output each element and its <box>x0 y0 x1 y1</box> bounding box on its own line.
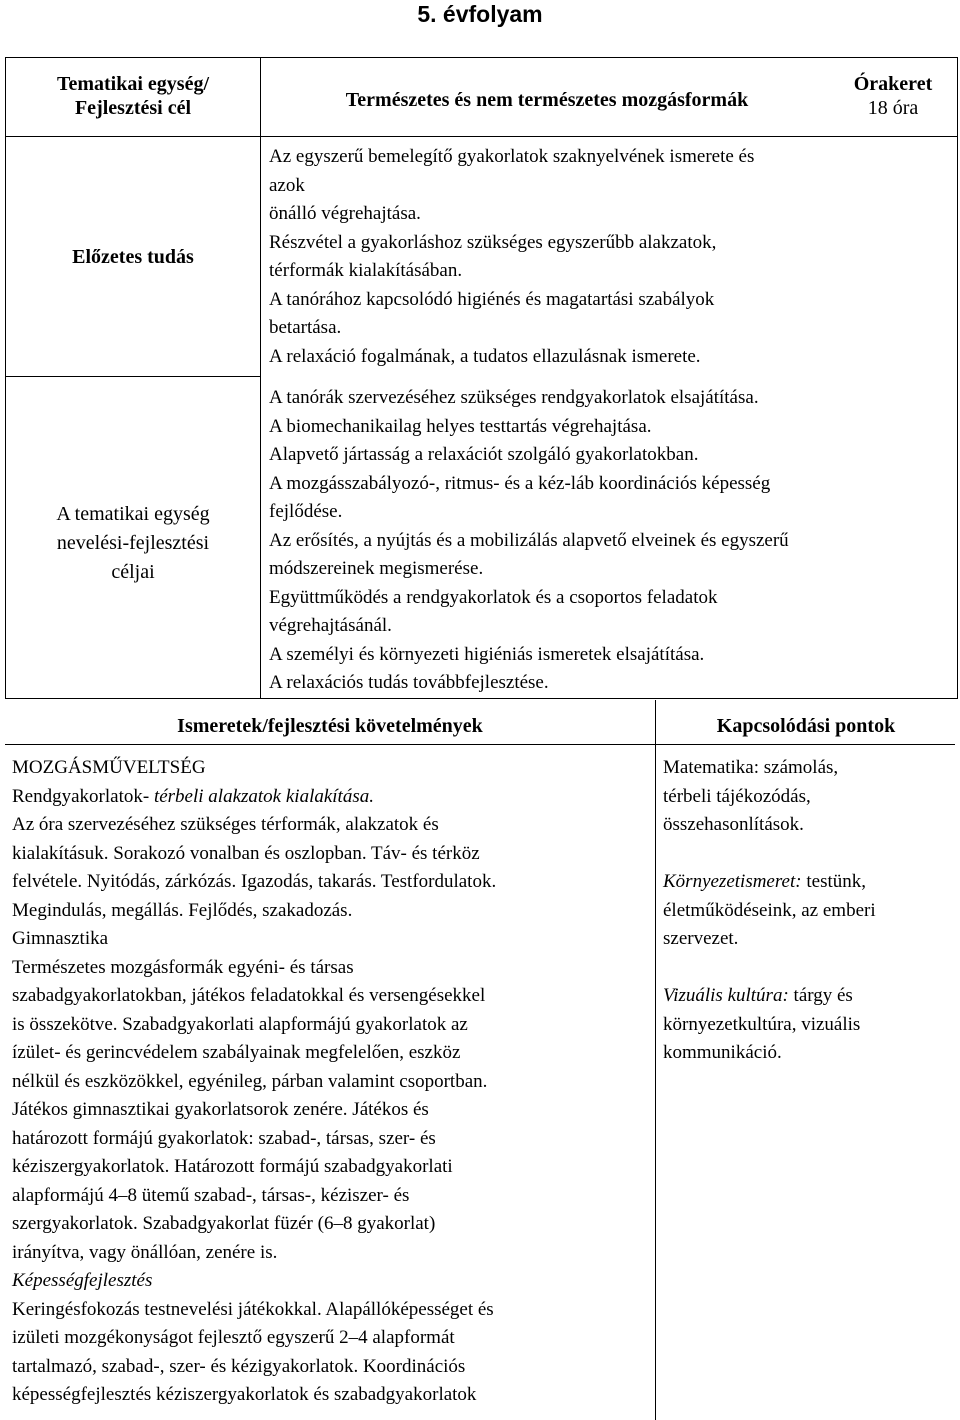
requirement-line-segment: Természetes mozgásformák egyéni- és társas <box>12 956 354 978</box>
connection-line-segment: környezetkultúra, vizuális <box>663 1013 861 1035</box>
requirement-line <box>12 925 496 954</box>
requirement-line <box>12 868 496 897</box>
goal-line: A tanórák szervezéséhez szükséges rendgyakorlatok elsajátítása. <box>269 387 759 408</box>
connection-line-segment: testünk, <box>801 871 866 892</box>
page-title: 5. évfolyam <box>417 1 543 27</box>
connection-line-segment: Környezetismeret: <box>663 871 802 892</box>
requirement-line <box>12 840 496 869</box>
requirement-line-segment: alapformájú 4‒8 ütemű szabad-, társas-, kéziszer- és <box>12 1184 410 1206</box>
requirement-line-segment: térbeli alakzatok kialakítása. <box>153 785 374 807</box>
requirement-line-segment: határozott formájú gyakorlatok: szabad-, társas, szer- és <box>12 1127 436 1149</box>
prior-knowledge-line: Részvétel a gyakorláshoz szükséges egyszerűbb alakzatok, <box>269 231 717 253</box>
requirement-line <box>12 1324 496 1353</box>
connections-header: Kapcsolódási pontok <box>716 715 896 737</box>
requirement-line <box>12 1210 496 1239</box>
goals-label: A tematikai egység nevelési-fejlesztési céljai <box>56 503 210 583</box>
requirement-line-segment: MOZGÁSMŰVELTSÉG <box>12 757 206 778</box>
requirement-line-segment: felvétele. Nyitódás, zárkózás. Igazodás, takarás. Testfordulatok. <box>12 871 497 892</box>
prior-knowledge-label: Előzetes tudás <box>72 246 194 268</box>
requirement-line-segment: Megindulás, megállás. Fejlődés, szakadozás. <box>12 899 353 921</box>
connection-line-segment: kommunikáció. <box>663 1042 782 1063</box>
goal-line: Alapvető jártasság a relaxációt szolgáló gyakorlatokban. <box>269 444 699 465</box>
requirement-line <box>12 1068 496 1097</box>
connection-line-segment: térbeli tájékozódás, <box>663 785 811 807</box>
requirement-line-segment: képességfejlesztés kéziszergyakorlatok és szabadgyakorlatok <box>12 1384 477 1405</box>
requirements-text <box>12 754 496 1410</box>
goal-line: Együttműködés a rendgyakorlatok és a csoportos feladatok <box>269 586 718 608</box>
goal-line: A biomechanikailag helyes testtartás végrehajtása. <box>269 415 652 437</box>
prior-knowledge-line: azok <box>269 174 305 196</box>
requirement-line <box>12 1011 496 1040</box>
prior-knowledge-line: Az egyszerű bemelegítő gyakorlatok szaknyelvének ismerete és <box>269 146 755 167</box>
prior-knowledge-line: betartása. <box>269 317 342 338</box>
goal-line: A személyi és környezeti higiéniás ismeretek elsajátítása. <box>269 643 705 665</box>
prior-knowledge-line: A tanórához kapcsolódó higiénés és magatartási szabályok <box>269 288 715 310</box>
connection-line <box>663 982 876 1011</box>
connection-line <box>663 840 876 869</box>
unit-header-label: Tematikai egység/ Fejlesztési cél <box>56 73 210 119</box>
connection-line-segment: életműködéseink, az emberi <box>663 899 876 921</box>
requirement-line-segment: irányítva, vagy önállóan, zenére is. <box>12 1241 278 1263</box>
requirement-line <box>12 1239 496 1268</box>
goal-line: végrehajtásánál. <box>269 615 392 636</box>
connection-line <box>663 1039 876 1068</box>
prior-knowledge-line: térformák kialakításában. <box>269 260 463 281</box>
requirement-line <box>12 811 496 840</box>
requirement-line-segment: Gimnasztika <box>12 928 109 949</box>
requirement-line <box>12 897 496 926</box>
requirement-line <box>12 982 496 1011</box>
requirement-line-segment: Keringésfokozás testnevelési játékokkal. Alapállóképességet és <box>12 1298 494 1320</box>
goal-line: Az erősítés, a nyújtás és a mobilizálás alapvető elveinek és egyszerű <box>269 529 789 551</box>
prior-knowledge-line: A relaxáció fogalmának, a tudatos ellazulásnak ismerete. <box>269 345 701 367</box>
requirement-line-segment: ízület- és gerincvédelem szabályainak megfelelően, eszköz <box>12 1042 461 1063</box>
connection-line-segment: Vizuális kultúra: <box>663 985 789 1006</box>
requirement-line-segment: Az óra szervezéséhez szükséges térformák, alakzatok és <box>12 814 439 835</box>
requirement-line-segment: izületi mozgékonyságot fejlesztő egyszerű 2‒4 alapformát <box>12 1327 455 1348</box>
connection-line <box>663 925 876 954</box>
connection-line-segment: Matematika: számolás, <box>663 757 839 778</box>
requirement-line <box>12 754 496 783</box>
connection-line <box>663 754 876 783</box>
goal-line: A mozgásszabályozó-, ritmus- és a kéz-láb koordinációs képesség <box>269 472 771 494</box>
goal-line: fejlődése. <box>269 501 343 522</box>
connection-line <box>663 811 876 840</box>
connection-line <box>663 954 876 983</box>
goal-line: A relaxációs tudás továbbfejlesztése. <box>269 672 549 693</box>
requirement-line-segment: kialakításuk. Sorakozó vonalban és oszlopban. Táv- és térköz <box>12 842 480 864</box>
goal-line: módszereinek megismerése. <box>269 558 484 579</box>
requirement-line <box>12 1296 496 1325</box>
requirement-line-segment: tartalmazó, szabad-, szer- és kézigyakorlatok. Koordinációs <box>12 1355 466 1377</box>
requirement-line-segment: Képességfejlesztés <box>12 1270 153 1291</box>
connection-line <box>663 1011 876 1040</box>
connection-line <box>663 868 876 897</box>
requirement-line-segment: Játékos gimnasztikai gyakorlatsorok zenére. Játékos és <box>12 1099 429 1120</box>
requirement-line-segment: nélkül és eszközökkel, egyénileg, párban valamint csoportban. <box>12 1070 488 1092</box>
goals-text <box>269 384 789 698</box>
requirement-line <box>12 1125 496 1154</box>
connection-line-segment: tárgy és <box>788 985 853 1006</box>
requirement-line-segment: kéziszergyakorlatok. Határozott formájú szabadgyakorlati <box>12 1156 453 1177</box>
hours-header: Órakeret 18 óra <box>853 73 933 119</box>
unit-title: Természetes és nem természetes mozgásformák <box>345 89 749 111</box>
requirement-line <box>12 954 496 983</box>
requirement-line <box>12 1039 496 1068</box>
requirement-line-segment: szergyakorlatok. Szabadgyakorlat füzér (6‒8 gyakorlat) <box>12 1213 436 1234</box>
requirements-header: Ismeretek/fejlesztési követelmények <box>177 715 483 737</box>
prior-knowledge-text <box>269 143 754 371</box>
connection-line <box>663 783 876 812</box>
requirement-line <box>12 783 496 812</box>
requirement-line <box>12 1153 496 1182</box>
prior-knowledge-line: önálló végrehajtása. <box>269 203 421 224</box>
connection-line-segment: szervezet. <box>663 928 739 949</box>
requirement-line-segment: Rendgyakorlatok- <box>12 785 154 807</box>
requirement-line <box>12 1096 496 1125</box>
requirement-line <box>12 1267 496 1296</box>
connection-line-segment: összehasonlítások. <box>663 814 804 835</box>
requirement-line-segment: szabadgyakorlatokban, játékos feladatokkal és versengésekkel <box>12 985 486 1006</box>
requirement-line <box>12 1353 496 1382</box>
connection-line <box>663 897 876 926</box>
requirement-line-segment: is összekötve. Szabadgyakorlati alapformájú gyakorlatok az <box>12 1013 468 1035</box>
requirement-line <box>12 1381 496 1410</box>
requirement-line <box>12 1182 496 1211</box>
connections-text <box>663 754 876 1068</box>
